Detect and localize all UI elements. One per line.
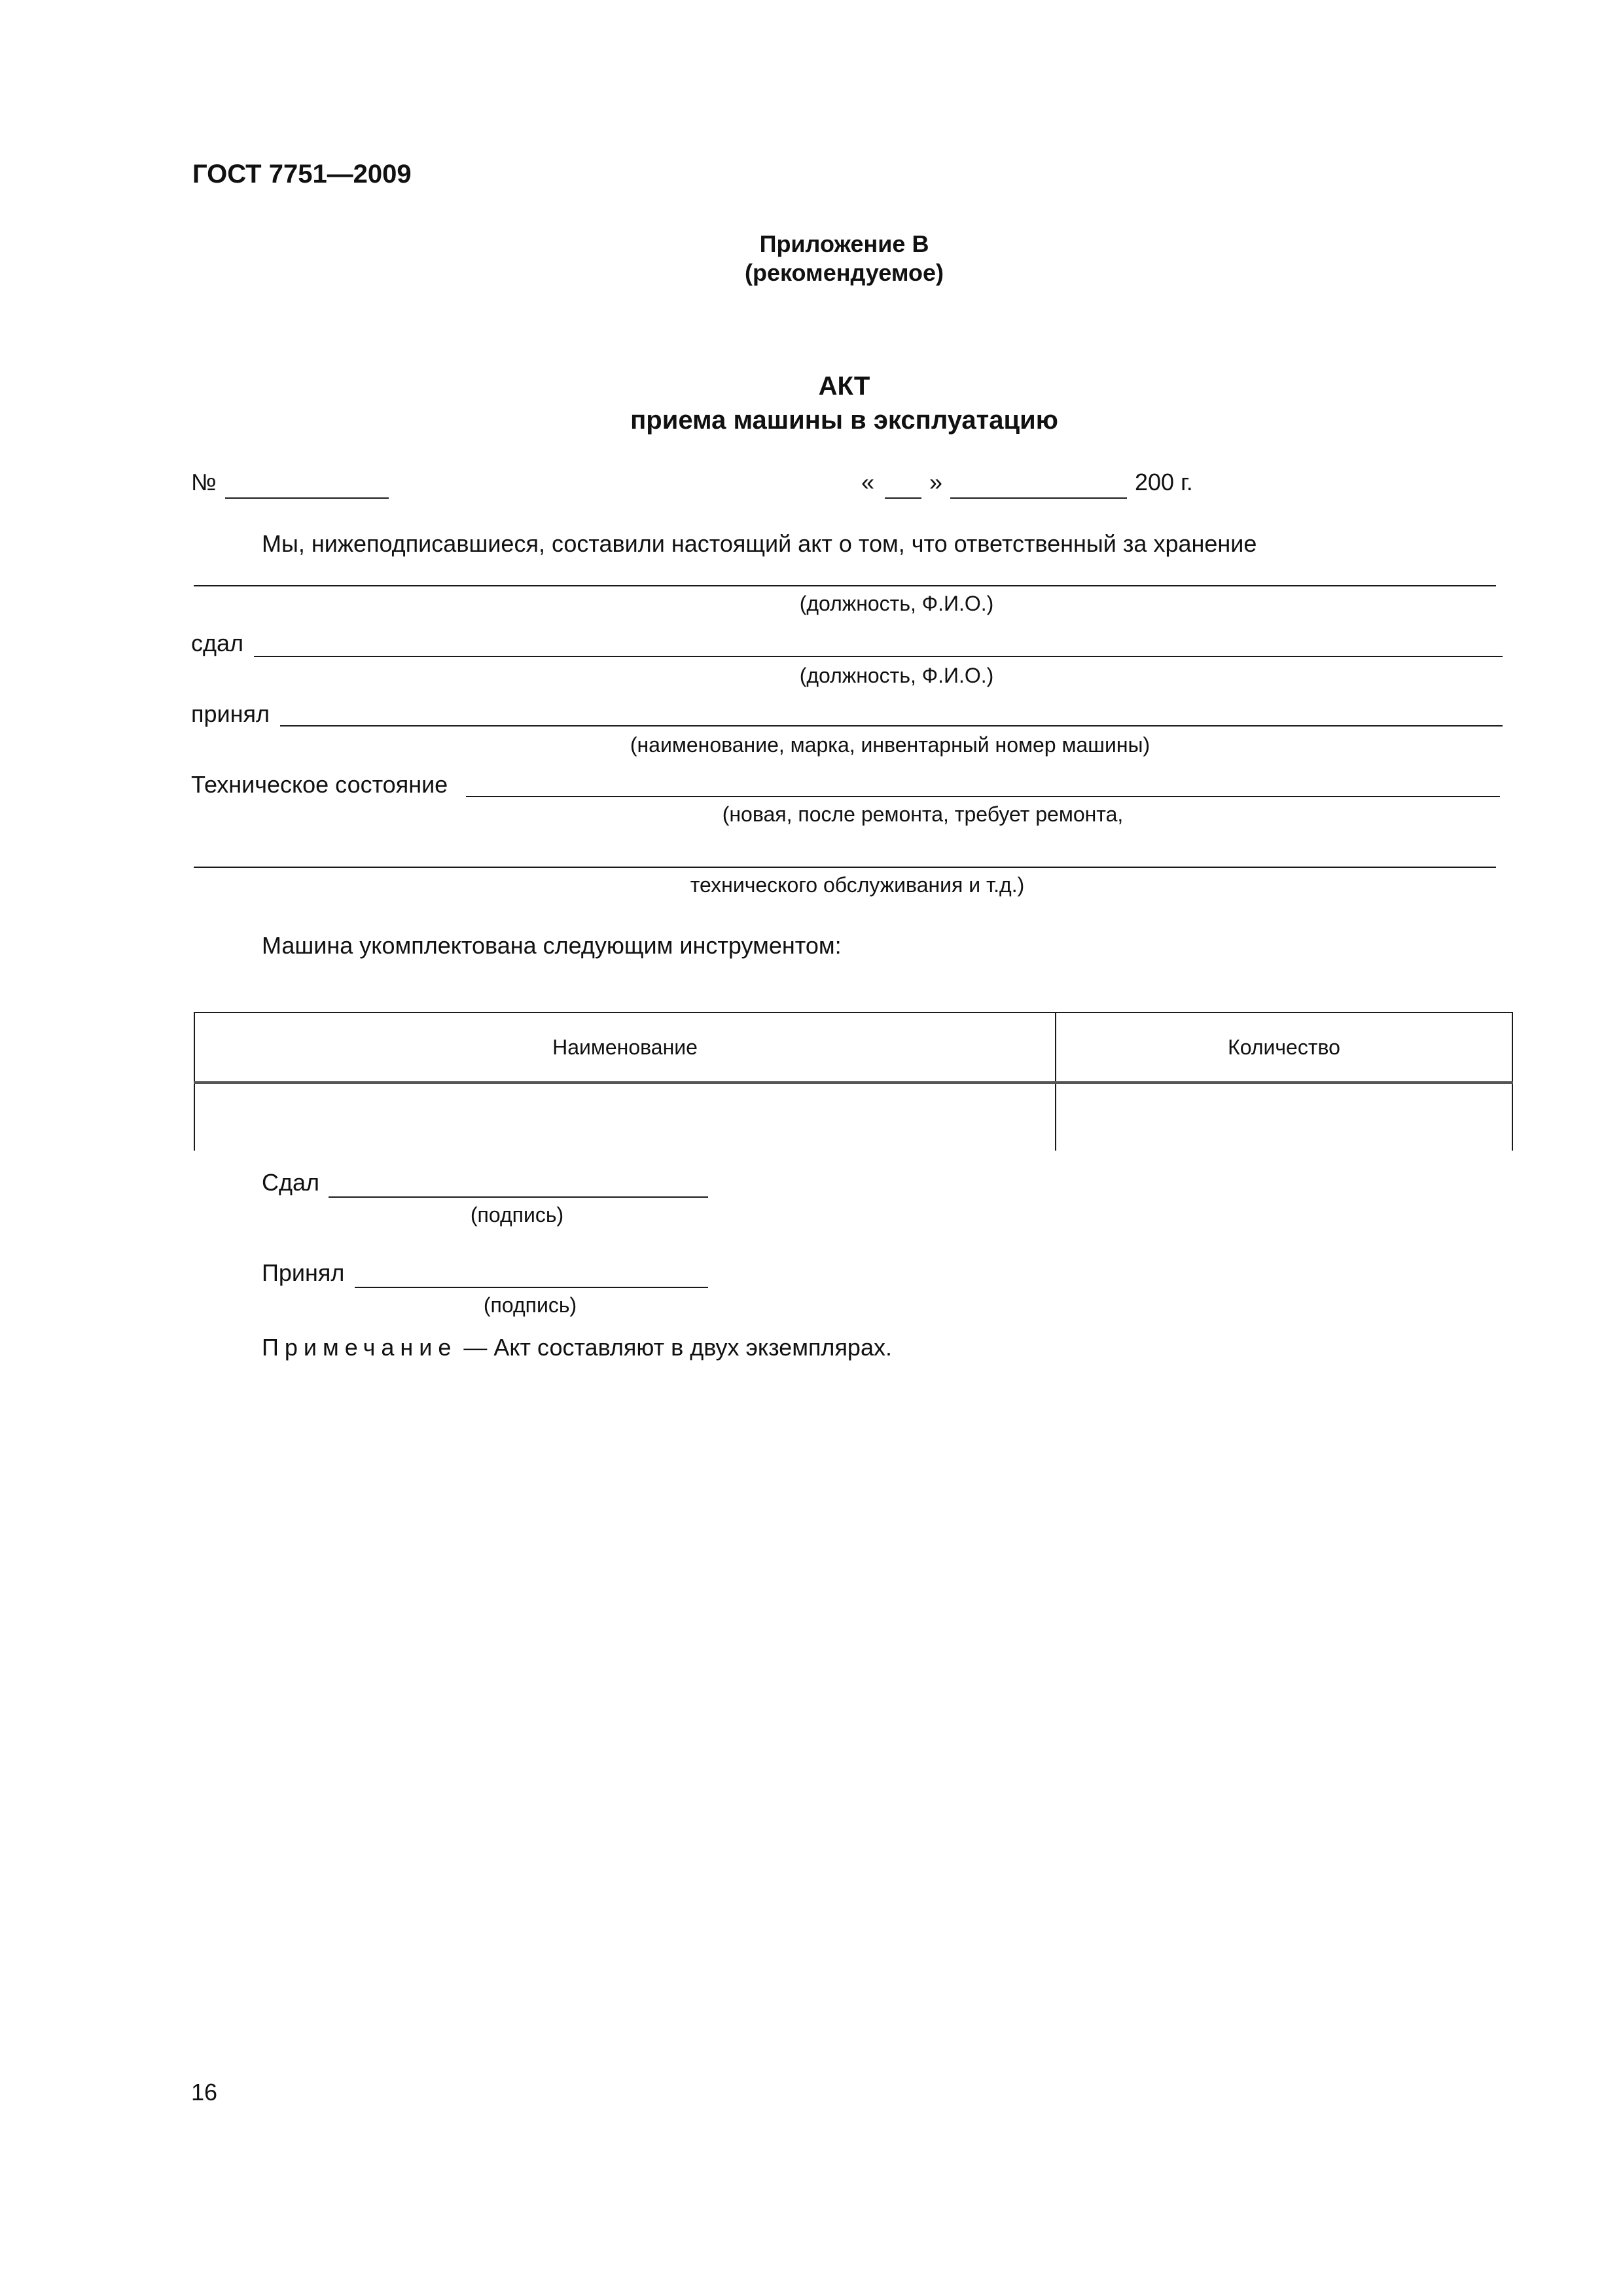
note [262, 1334, 892, 1361]
act-title: АКТ [818, 372, 870, 401]
accepted-label: принял [191, 700, 270, 727]
caption-condition-1: (новая, после ремонта, требует ремонта, [722, 802, 1124, 826]
caption-signature-1: (подпись) [470, 1203, 564, 1227]
signature-accepted-blank [355, 1287, 708, 1288]
page-number: 16 [191, 2079, 218, 2106]
signature-accepted-label: Принял [262, 1259, 345, 1286]
number-blank [225, 497, 389, 499]
table-cell-quantity [1056, 1083, 1512, 1151]
appendix-subtitle: (рекомендуемое) [745, 259, 944, 286]
table-row [194, 1083, 1512, 1151]
custodian-blank [194, 585, 1496, 586]
date-quote-close: » [929, 469, 943, 495]
note-text: Акт составляют в двух экземплярах. [493, 1334, 892, 1361]
table-cell-name [194, 1083, 1056, 1151]
signature-handed-over-label: Сдал [262, 1169, 320, 1196]
tools-table-header-row [194, 1013, 1512, 1083]
signature-handed-over-blank [329, 1196, 708, 1198]
note-dash: — [457, 1334, 494, 1361]
standard-header: ГОСТ 7751—2009 [192, 160, 412, 188]
technical-condition-label: Техническое состояние [191, 771, 448, 798]
caption-condition-2: технического обслуживания и т.д.) [690, 873, 1025, 897]
column-header-quantity: Количество [1056, 1013, 1512, 1083]
month-blank [950, 497, 1127, 499]
caption-machine: (наименование, марка, инвентарный номер машины) [630, 733, 1150, 757]
note-label: Примечание [262, 1334, 457, 1361]
act-subtitle: приема машины в эксплуатацию [630, 406, 1058, 435]
intro-text: Мы, нижеподписавшиеся, составили настоящий акт о том, что ответственный за хранение [262, 530, 1257, 557]
column-header-name: Наименование [194, 1013, 1056, 1083]
tools-intro: Машина укомплектована следующим инструментом: [262, 932, 842, 959]
caption-position-fio-1: (должность, Ф.И.О.) [799, 592, 994, 615]
number-label: № [191, 469, 217, 495]
accepted-blank [280, 725, 1503, 726]
technical-condition-blank-2 [194, 867, 1496, 868]
date-quote-open: « [861, 469, 875, 495]
handed-over-blank [254, 656, 1503, 657]
year-label: 200 г. [1135, 469, 1193, 495]
caption-signature-2: (подпись) [483, 1293, 577, 1317]
handed-over-label: сдал [191, 630, 244, 656]
tools-table [194, 1012, 1513, 1151]
technical-condition-blank [466, 796, 1500, 797]
caption-position-fio-2: (должность, Ф.И.О.) [799, 664, 994, 687]
day-blank [885, 497, 921, 499]
appendix-title: Приложение В [759, 230, 929, 257]
